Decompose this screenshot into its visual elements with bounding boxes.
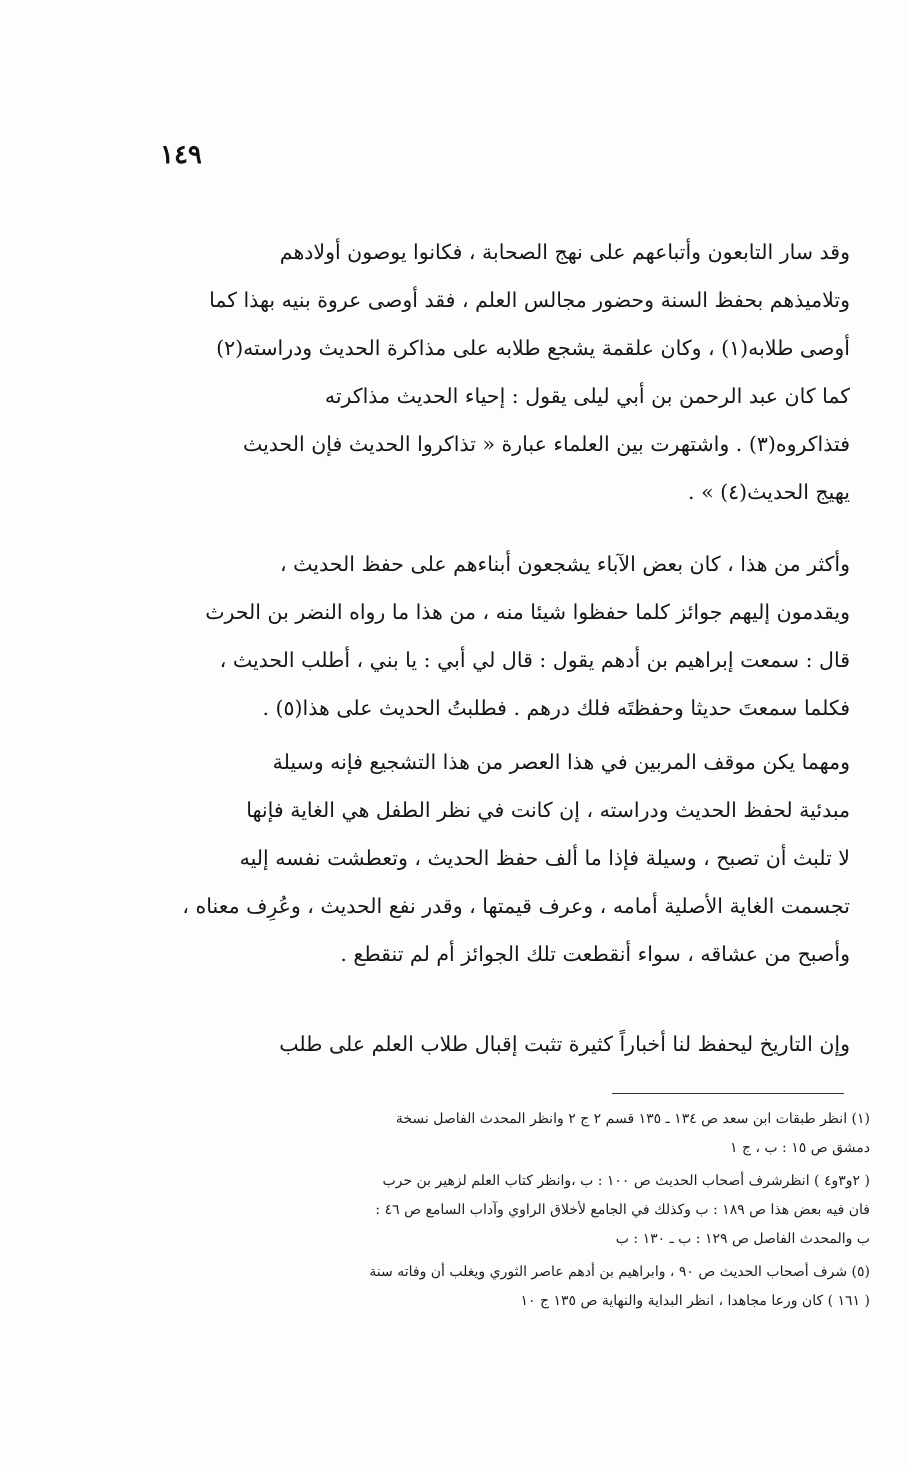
text-line: وتلاميذهم بحفظ السنة وحضور مجالس العلم ، فقد أوصى عروة بنيه بهذا كما bbox=[209, 288, 850, 312]
paragraph-3 bbox=[160, 738, 850, 978]
page-number: ١٤٩ bbox=[160, 140, 202, 170]
paragraph-2 bbox=[160, 540, 850, 732]
text-line: قال : سمعت إبراهيم بن أدهم يقول : قال لي أبي : يا بني ، أطلب الحديث ، bbox=[219, 648, 850, 672]
footnote-line: فان فيه بعض هذا ص ١٨٩ : ب وكذلك في الجامع لأخلاق الراوي وآداب السامع ص ٤٦ : bbox=[375, 1202, 870, 1218]
text-line: لا تلبث أن تصبح ، وسيلة فإذا ما ألف حفظ الحديث ، وتعطشت نفسه إليه bbox=[239, 846, 850, 870]
text-line: وإن التاريخ ليحفظ لنا أخباراً كثيرة تثبت إقبال طلاب العلم على طلب bbox=[279, 1032, 850, 1056]
footnote-line: ( ٢و٣و٤ ) انظرشرف أصحاب الحديث ص ١٠٠ : ب ،وانظر كتاب العلم لزهير بن حرب bbox=[382, 1173, 870, 1189]
footnote-line: (١) انظر طبقات ابن سعد ص ١٣٤ ـ ١٣٥ قسم ٢ ج ٢ وانظر المحدث الفاصل نسخة bbox=[395, 1111, 870, 1127]
text-line: وأكثر من هذا ، كان بعض الآباء يشجعون أبناءهم على حفظ الحديث ، bbox=[280, 552, 850, 576]
footnote-line: (٥) شرف أصحاب الحديث ص ٩٠ ، وابراهيم بن أدهم عاصر الثوري ويغلب أن وفاته سنة bbox=[369, 1264, 870, 1280]
text-line: وقد سار التابعون وأتباعهم على نهج الصحابة ، فكانوا يوصون أولادهم bbox=[279, 240, 850, 264]
text-line: كما كان عبد الرحمن بن أبي ليلى يقول : إحياء الحديث مذاكرته bbox=[324, 384, 850, 408]
text-line: ومهما يكن موقف المربين في هذا العصر من هذا التشجيع فإنه وسيلة bbox=[272, 750, 850, 774]
text-line: ويقدمون إليهم جوائز كلما حفظوا شيئا منه ، من هذا ما رواه النضر بن الحرث bbox=[205, 600, 850, 624]
footnote-line: ب والمحدث الفاصل ص ١٢٩ : ب ـ ١٣٠ : ب bbox=[615, 1231, 870, 1247]
footnote-divider bbox=[612, 1093, 844, 1094]
text-line: مبدئية لحفظ الحديث ودراسته ، إن كانت في نظر الطفل هي الغاية فإنها bbox=[246, 798, 850, 822]
footnote-line: دمشق ص ١٥ : ب ، ج ١ bbox=[729, 1140, 870, 1156]
text-line: فكلما سمعتَ حديثا وحفظتَه فلك درهم . فطلبتُ الحديث على هذا(٥) . bbox=[262, 696, 850, 720]
text-line: وأصبح من عشاقه ، سواء أنقطعت تلك الجوائز أم لم تنقطع . bbox=[340, 942, 850, 966]
text-line: فتذاكروه(٣) . واشتهرت بين العلماء عبارة « تذاكروا الحديث فإن الحديث bbox=[242, 432, 850, 456]
paragraph-1 bbox=[160, 228, 850, 516]
footnotes bbox=[160, 1105, 870, 1316]
text-line: يهيج الحديث(٤) » . bbox=[688, 480, 850, 504]
text-line: أوصى طلابه(١) ، وكان علقمة يشجع طلابه على مذاكرة الحديث ودراسته(٢) bbox=[216, 336, 850, 360]
text-line: تجسمت الغاية الأصلية أمامه ، وعرف قيمتها ، وقدر نفع الحديث ، وعُرِف معناه ، bbox=[182, 894, 850, 918]
paragraph-4 bbox=[160, 1020, 850, 1068]
footnote-line: ( ١٦١ ) كان ورعا مجاهدا ، انظر البداية والنهاية ص ١٣٥ ج ١٠ bbox=[520, 1293, 870, 1309]
